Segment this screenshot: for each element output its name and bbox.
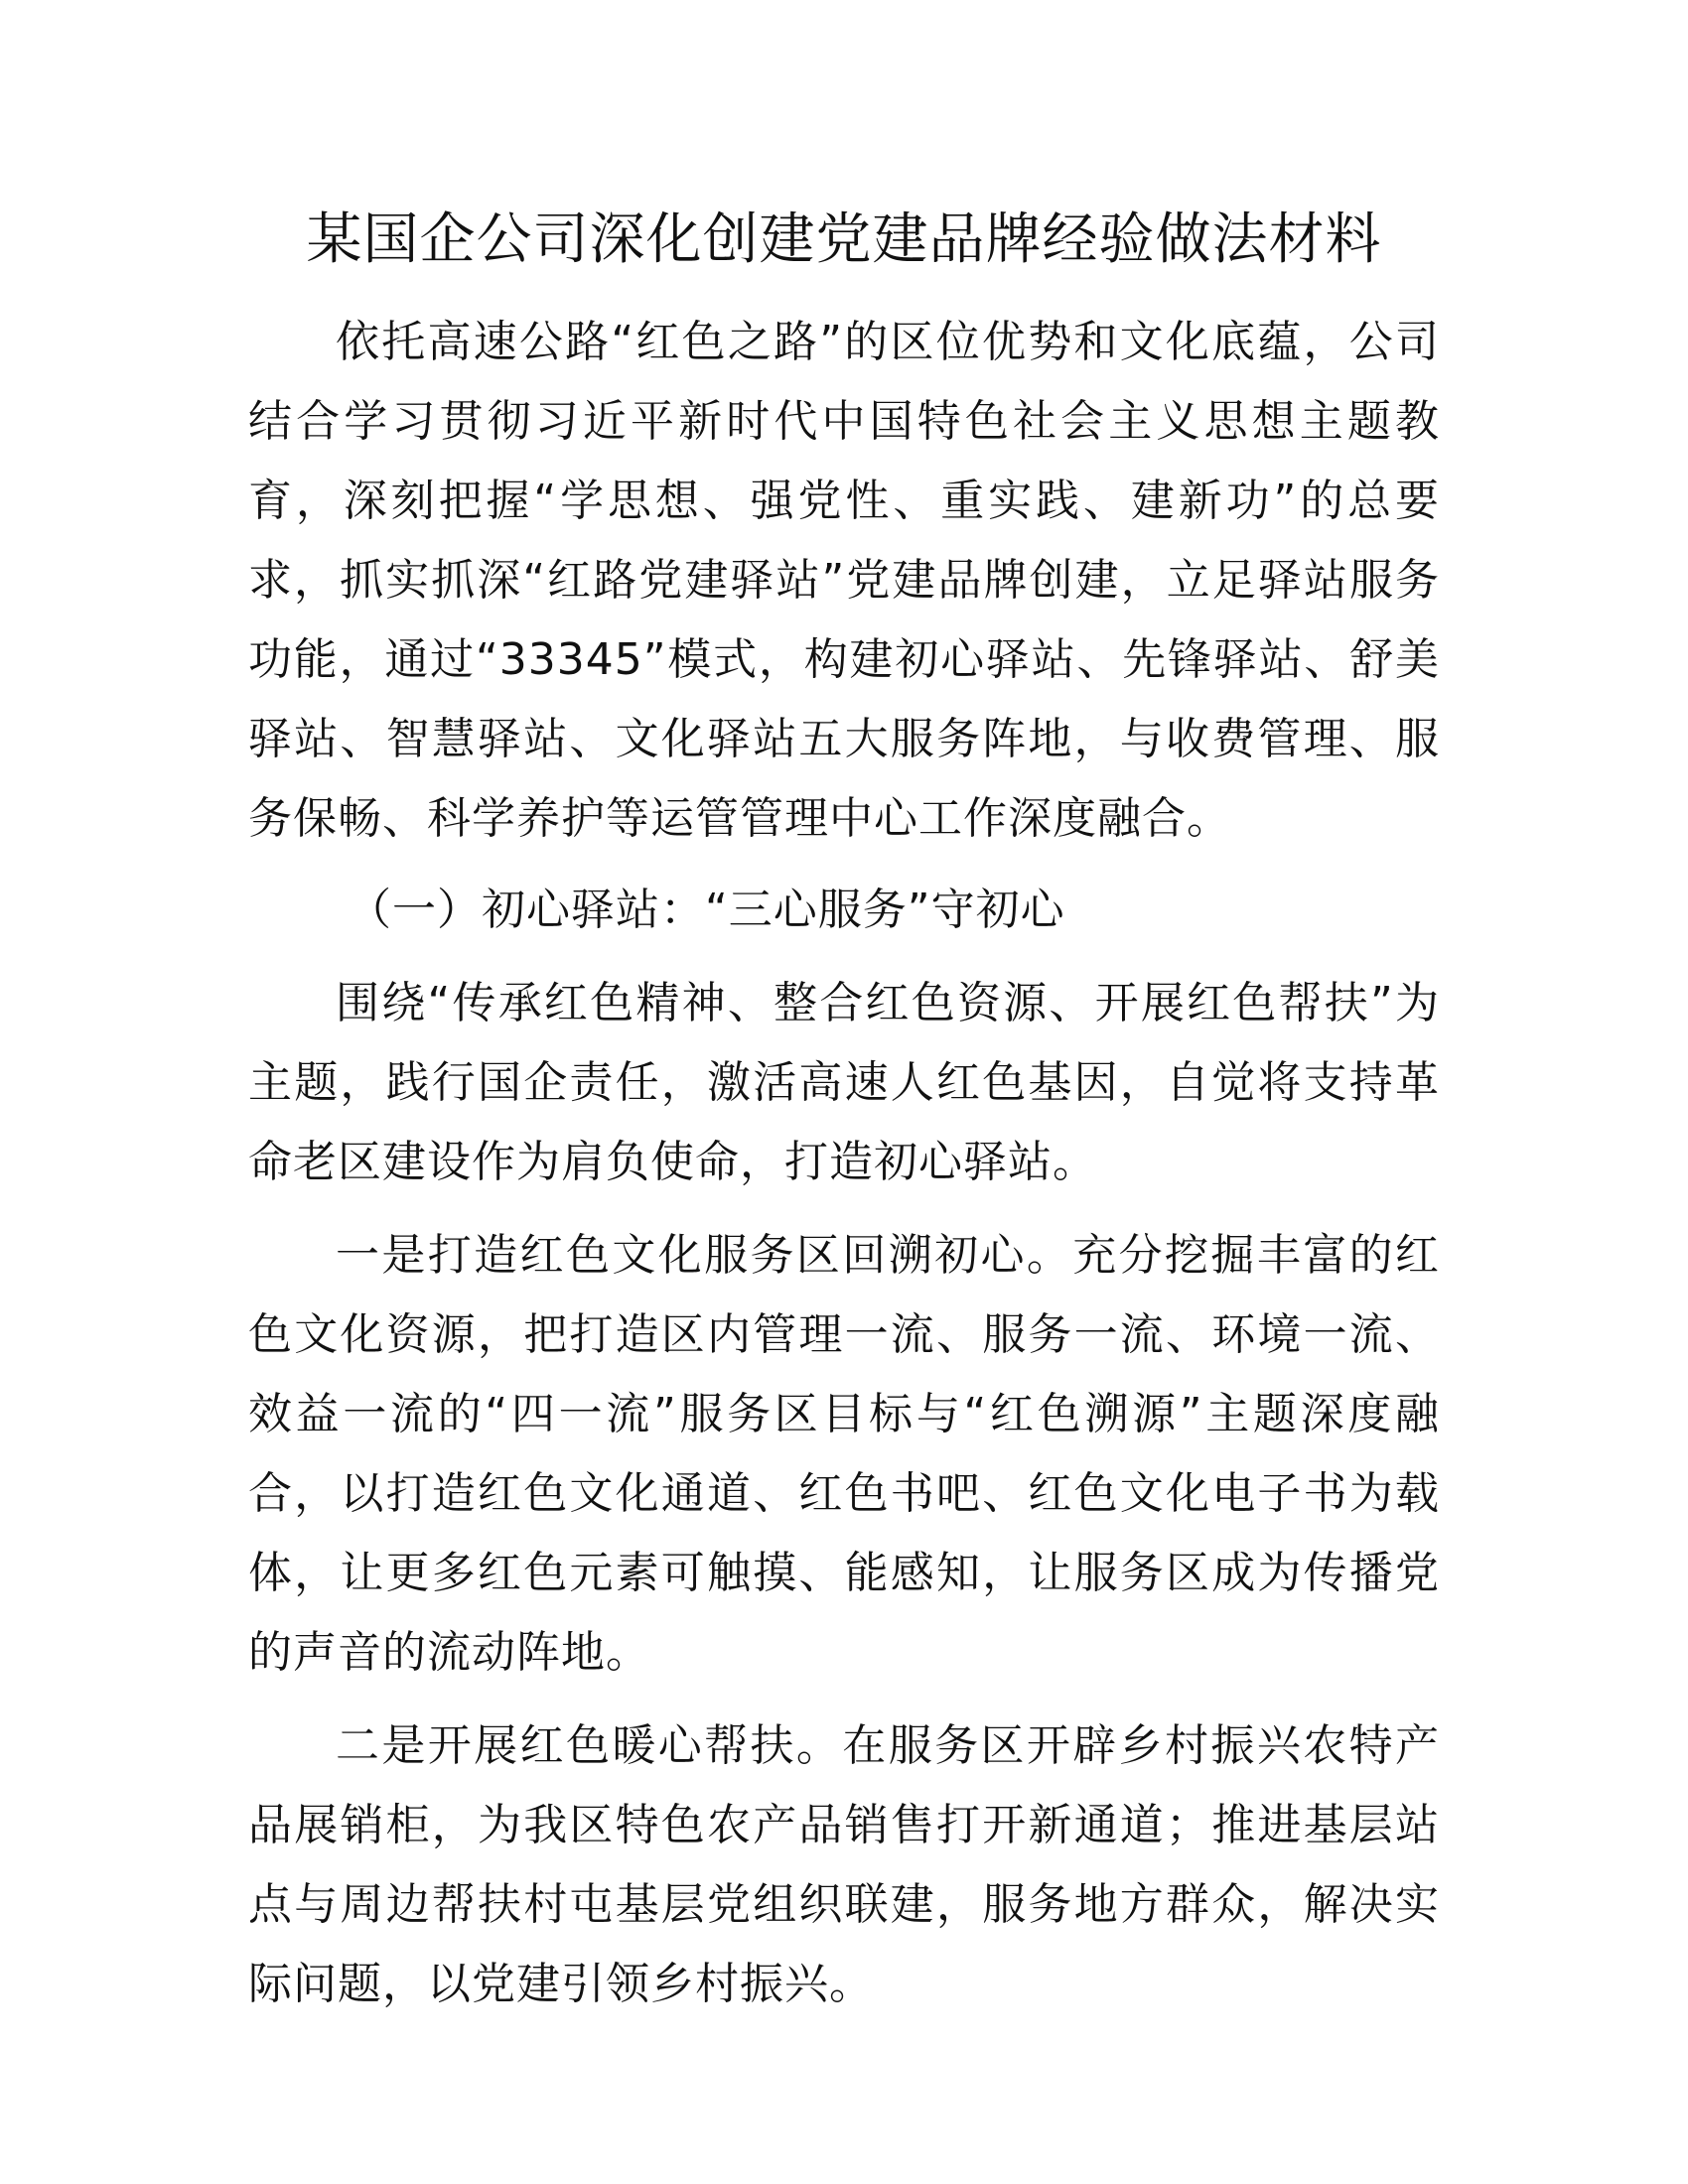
- paragraph-point-one: 一是打造红色文化服务区回溯初心。充分挖掘丰富的红色文化资源，把打造区内管理一流、服务一流、环境一流、效益一流的“四一流”服务区目标与“红色溯源”主题深度融合，以打造红色文化通道、红色书吧、红色文化电子书为载体，让更多红色元素可触摸、能感知，让服务区成为传播党的声音的流动阵地。: [248, 1230, 1440, 1678]
- section-heading: （一）初心驿站：“三心服务”守初心: [348, 885, 1065, 935]
- paragraph-theme: 围绕“传承红色精神、整合红色资源、开展红色帮扶”为主题，践行国企责任，激活高速人红色基因，自觉将支持革命老区建设作为肩负使命，打造初心驿站。: [248, 978, 1440, 1187]
- paragraph-point-two: 二是开展红色暖心帮扶。在服务区开辟乡村振兴农特产品展销柜，为我区特色农产品销售打开新通道；推进基层站点与周边帮扶村屯基层党组织联建，服务地方群众，解决实际问题，以党建引领乡村振兴。: [248, 1720, 1440, 2009]
- paragraph-intro: 依托高速公路“红色之路”的区位优势和文化底蕴，公司结合学习贯彻习近平新时代中国特色社会主义思想主题教育，深刻把握“学思想、强党性、重实践、建新功”的总要求，抓实抓深“红路党建驿站”党建品牌创建，立足驿站服务功能，通过“33345”模式，构建初心驿站、先锋驿站、舒美驿站、智慧驿站、文化驿站五大服务阵地，与收费管理、服务保畅、科学养护等运管管理中心工作深度融合。: [248, 317, 1440, 844]
- document-title: 某国企公司深化创建党建品牌经验做法材料: [306, 207, 1382, 272]
- document-body: [248, 303, 1440, 2024]
